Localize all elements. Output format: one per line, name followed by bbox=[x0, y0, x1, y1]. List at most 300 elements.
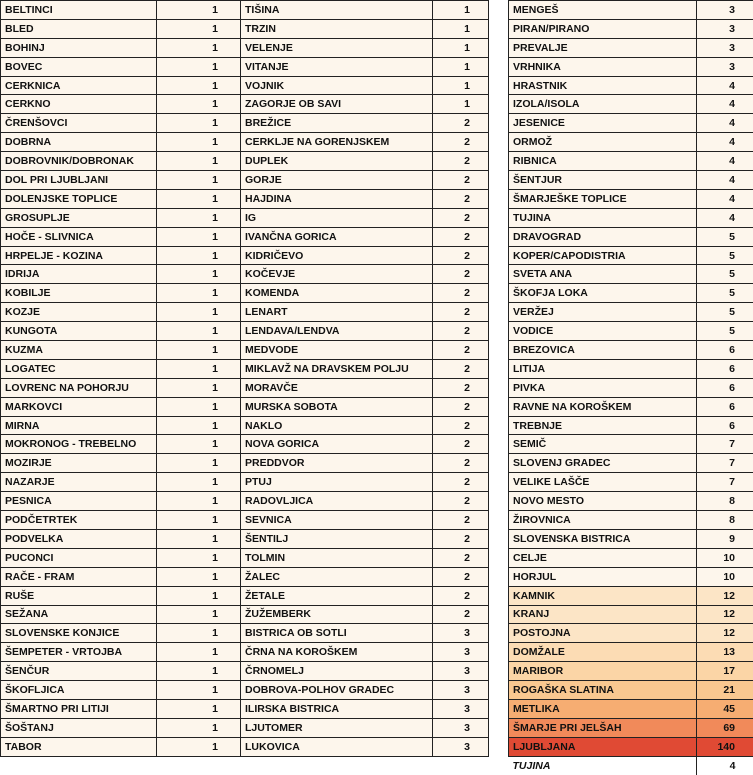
municipality-name: JESENICE bbox=[509, 114, 697, 133]
case-count: 2 bbox=[433, 511, 489, 530]
municipality-name: ILIRSKA BISTRICA bbox=[241, 699, 433, 718]
case-count: 2 bbox=[433, 529, 489, 548]
municipality-name: IZOLA/ISOLA bbox=[509, 95, 697, 114]
municipality-name: MARIBOR bbox=[509, 662, 697, 681]
case-count: 7 bbox=[697, 435, 753, 454]
case-count: 2 bbox=[433, 341, 489, 360]
case-count: 2 bbox=[433, 435, 489, 454]
case-count: 5 bbox=[697, 227, 753, 246]
municipality-name: DRAVOGRAD bbox=[509, 227, 697, 246]
case-count: 1 bbox=[433, 95, 489, 114]
table-row bbox=[1, 473, 241, 492]
municipality-name: KUZMA bbox=[1, 341, 157, 360]
case-count: 1 bbox=[157, 548, 241, 567]
municipality-name: ŽALEC bbox=[241, 567, 433, 586]
municipality-name: HAJDINA bbox=[241, 189, 433, 208]
case-count: 2 bbox=[433, 284, 489, 303]
table-row bbox=[509, 699, 753, 718]
municipality-name: LOVRENC NA POHORJU bbox=[1, 378, 157, 397]
table-row bbox=[509, 95, 753, 114]
table-row bbox=[1, 492, 241, 511]
municipality-name: MENGEŠ bbox=[509, 1, 697, 20]
municipality-name: PODVELKA bbox=[1, 529, 157, 548]
municipality-name: METLIKA bbox=[509, 699, 697, 718]
case-count: 1 bbox=[157, 416, 241, 435]
municipality-name: BELTINCI bbox=[1, 1, 157, 20]
municipality-name: ŠMARTNO PRI LITIJI bbox=[1, 699, 157, 718]
municipality-table-column-2 bbox=[240, 0, 489, 757]
table-row bbox=[509, 284, 753, 303]
table-row bbox=[241, 38, 489, 57]
table-row bbox=[1, 341, 241, 360]
table-row bbox=[241, 435, 489, 454]
case-count: 17 bbox=[697, 662, 753, 681]
municipality-name: CERKNICA bbox=[1, 76, 157, 95]
case-count: 45 bbox=[697, 699, 753, 718]
table-row bbox=[1, 529, 241, 548]
table-row bbox=[241, 322, 489, 341]
case-count: 2 bbox=[433, 359, 489, 378]
table-row bbox=[1, 284, 241, 303]
table-row bbox=[509, 133, 753, 152]
municipality-name: DOL PRI LJUBLJANI bbox=[1, 171, 157, 190]
table-row bbox=[1, 737, 241, 756]
table-row bbox=[241, 133, 489, 152]
municipality-name: MIKLAVŽ NA DRAVSKEM POLJU bbox=[241, 359, 433, 378]
table-row bbox=[241, 416, 489, 435]
case-count: 1 bbox=[433, 76, 489, 95]
case-count: 1 bbox=[157, 359, 241, 378]
table-row bbox=[241, 341, 489, 360]
municipality-name: KOZJE bbox=[1, 303, 157, 322]
case-count: 3 bbox=[433, 624, 489, 643]
municipality-name: BLED bbox=[1, 19, 157, 38]
table-row bbox=[241, 152, 489, 171]
municipality-name: ČRNOMELJ bbox=[241, 662, 433, 681]
table-row bbox=[509, 303, 753, 322]
table-row bbox=[509, 114, 753, 133]
case-count: 1 bbox=[433, 1, 489, 20]
table-row bbox=[241, 265, 489, 284]
municipality-name: KAMNIK bbox=[509, 586, 697, 605]
municipality-name: DOLENJSKE TOPLICE bbox=[1, 189, 157, 208]
case-count: 5 bbox=[697, 265, 753, 284]
municipality-name: RIBNICA bbox=[509, 152, 697, 171]
case-count: 2 bbox=[433, 303, 489, 322]
table-row bbox=[241, 378, 489, 397]
case-count: 3 bbox=[697, 19, 753, 38]
table-row bbox=[241, 454, 489, 473]
table-row bbox=[509, 511, 753, 530]
table-row bbox=[1, 662, 241, 681]
municipality-name: TABOR bbox=[1, 737, 157, 756]
case-count: 140 bbox=[697, 737, 753, 756]
case-count: 6 bbox=[697, 359, 753, 378]
table-row bbox=[241, 567, 489, 586]
case-count: 4 bbox=[697, 208, 753, 227]
case-count: 1 bbox=[157, 57, 241, 76]
municipality-name: ŠENČUR bbox=[1, 662, 157, 681]
municipality-name: ŠKOFLJICA bbox=[1, 681, 157, 700]
case-count: 6 bbox=[697, 378, 753, 397]
table-row bbox=[1, 322, 241, 341]
municipality-name: VRHNIKA bbox=[509, 57, 697, 76]
table-row bbox=[241, 208, 489, 227]
municipality-name: ŽIROVNICA bbox=[509, 511, 697, 530]
table-row bbox=[1, 57, 241, 76]
table-row bbox=[241, 699, 489, 718]
municipality-name: PREDDVOR bbox=[241, 454, 433, 473]
table-row bbox=[1, 38, 241, 57]
municipality-name: MEDVODE bbox=[241, 341, 433, 360]
table-row bbox=[1, 624, 241, 643]
table-row bbox=[1, 76, 241, 95]
table-row bbox=[241, 1, 489, 20]
municipality-name: ČRENŠOVCI bbox=[1, 114, 157, 133]
municipality-name: PREVALJE bbox=[509, 38, 697, 57]
table-row bbox=[509, 435, 753, 454]
table-row bbox=[509, 605, 753, 624]
table-row bbox=[509, 473, 753, 492]
case-count: 3 bbox=[433, 662, 489, 681]
case-count: 6 bbox=[697, 397, 753, 416]
municipality-name: SEMIČ bbox=[509, 435, 697, 454]
municipality-name: ČRNA NA KOROŠKEM bbox=[241, 643, 433, 662]
footer-value: 4 bbox=[697, 756, 753, 774]
municipality-name: MOZIRJE bbox=[1, 454, 157, 473]
table-row bbox=[509, 152, 753, 171]
case-count: 4 bbox=[697, 76, 753, 95]
table-row bbox=[241, 171, 489, 190]
case-count: 4 bbox=[697, 152, 753, 171]
municipality-name: PTUJ bbox=[241, 473, 433, 492]
table-row bbox=[509, 208, 753, 227]
table-row bbox=[509, 265, 753, 284]
table-row bbox=[1, 416, 241, 435]
table-row bbox=[509, 57, 753, 76]
case-count: 1 bbox=[157, 208, 241, 227]
table-row bbox=[1, 1, 241, 20]
municipality-name: BISTRICA OB SOTLI bbox=[241, 624, 433, 643]
case-count: 1 bbox=[157, 662, 241, 681]
municipality-name: KOBILJE bbox=[1, 284, 157, 303]
case-count: 8 bbox=[697, 492, 753, 511]
case-count: 2 bbox=[433, 322, 489, 341]
case-count: 2 bbox=[433, 473, 489, 492]
case-count: 5 bbox=[697, 284, 753, 303]
municipality-name: KIDRIČEVO bbox=[241, 246, 433, 265]
table-row bbox=[1, 435, 241, 454]
municipality-name: MIRNA bbox=[1, 416, 157, 435]
table-row bbox=[509, 548, 753, 567]
table-row bbox=[509, 529, 753, 548]
case-count: 1 bbox=[157, 171, 241, 190]
table-row bbox=[509, 681, 753, 700]
municipality-name: IG bbox=[241, 208, 433, 227]
municipality-table-column-1 bbox=[0, 0, 241, 757]
table-row bbox=[509, 397, 753, 416]
case-count: 2 bbox=[433, 171, 489, 190]
table-row bbox=[509, 643, 753, 662]
municipality-name: SEVNICA bbox=[241, 511, 433, 530]
municipality-name: KOMENDA bbox=[241, 284, 433, 303]
case-count: 1 bbox=[157, 19, 241, 38]
municipality-name: ORMOŽ bbox=[509, 133, 697, 152]
table-row bbox=[241, 681, 489, 700]
case-count: 1 bbox=[157, 378, 241, 397]
case-count: 13 bbox=[697, 643, 753, 662]
municipality-name: LUKOVICA bbox=[241, 737, 433, 756]
municipality-name: GROSUPLJE bbox=[1, 208, 157, 227]
municipality-name: NAZARJE bbox=[1, 473, 157, 492]
municipality-name: IDRIJA bbox=[1, 265, 157, 284]
case-count: 8 bbox=[697, 511, 753, 530]
table-row bbox=[509, 1, 753, 20]
case-count: 4 bbox=[697, 133, 753, 152]
municipality-name: ŠMARJEŠKE TOPLICE bbox=[509, 189, 697, 208]
case-count: 7 bbox=[697, 454, 753, 473]
table-row bbox=[509, 19, 753, 38]
table-row bbox=[1, 454, 241, 473]
case-count: 1 bbox=[157, 76, 241, 95]
table-row bbox=[509, 246, 753, 265]
municipality-name: TIŠINA bbox=[241, 1, 433, 20]
case-count: 1 bbox=[433, 57, 489, 76]
table-row bbox=[241, 95, 489, 114]
municipality-name: MARKOVCI bbox=[1, 397, 157, 416]
municipality-name: RAVNE NA KOROŠKEM bbox=[509, 397, 697, 416]
case-count: 2 bbox=[433, 189, 489, 208]
municipality-name: DUPLEK bbox=[241, 152, 433, 171]
table-row bbox=[1, 397, 241, 416]
case-count: 1 bbox=[157, 189, 241, 208]
case-count: 1 bbox=[157, 492, 241, 511]
municipality-name: POSTOJNA bbox=[509, 624, 697, 643]
table-row bbox=[509, 737, 753, 756]
case-count: 3 bbox=[697, 57, 753, 76]
municipality-name: VOJNIK bbox=[241, 76, 433, 95]
municipality-name: TREBNJE bbox=[509, 416, 697, 435]
municipality-name: PIVKA bbox=[509, 378, 697, 397]
table-row bbox=[1, 699, 241, 718]
case-count: 1 bbox=[157, 95, 241, 114]
municipality-name: KOČEVJE bbox=[241, 265, 433, 284]
table-row bbox=[1, 171, 241, 190]
municipality-name: MURSKA SOBOTA bbox=[241, 397, 433, 416]
case-count: 2 bbox=[433, 265, 489, 284]
table-row bbox=[1, 133, 241, 152]
case-count: 21 bbox=[697, 681, 753, 700]
municipality-name: MORAVČE bbox=[241, 378, 433, 397]
case-count: 1 bbox=[157, 643, 241, 662]
table-row bbox=[509, 227, 753, 246]
table-row bbox=[241, 548, 489, 567]
municipality-name: LJUTOMER bbox=[241, 718, 433, 737]
municipality-name: BOHINJ bbox=[1, 38, 157, 57]
table-row bbox=[1, 548, 241, 567]
municipality-name: VELIKE LAŠČE bbox=[509, 473, 697, 492]
municipality-name: SLOVENSKA BISTRICA bbox=[509, 529, 697, 548]
table-row bbox=[1, 227, 241, 246]
case-count: 5 bbox=[697, 246, 753, 265]
case-count: 2 bbox=[433, 548, 489, 567]
municipality-name: IVANČNA GORICA bbox=[241, 227, 433, 246]
table-row bbox=[509, 416, 753, 435]
table-row bbox=[1, 208, 241, 227]
case-count: 3 bbox=[697, 1, 753, 20]
municipality-name: SLOVENSKE KONJICE bbox=[1, 624, 157, 643]
table-row bbox=[1, 19, 241, 38]
municipality-name: NAKLO bbox=[241, 416, 433, 435]
table-row bbox=[1, 378, 241, 397]
case-count: 1 bbox=[157, 681, 241, 700]
case-count: 1 bbox=[157, 473, 241, 492]
case-count: 3 bbox=[433, 699, 489, 718]
case-count: 2 bbox=[433, 454, 489, 473]
municipality-name: HRPELJE - KOZINA bbox=[1, 246, 157, 265]
case-count: 7 bbox=[697, 473, 753, 492]
case-count: 2 bbox=[433, 152, 489, 171]
case-count: 4 bbox=[697, 114, 753, 133]
case-count: 1 bbox=[157, 265, 241, 284]
case-count: 1 bbox=[433, 19, 489, 38]
table-row bbox=[241, 76, 489, 95]
table-row bbox=[509, 38, 753, 57]
table-row bbox=[241, 529, 489, 548]
table-row bbox=[1, 246, 241, 265]
table-row bbox=[509, 378, 753, 397]
case-count: 2 bbox=[433, 114, 489, 133]
table-row bbox=[241, 57, 489, 76]
case-count: 2 bbox=[433, 378, 489, 397]
table-row bbox=[241, 189, 489, 208]
municipality-name: KOPER/CAPODISTRIA bbox=[509, 246, 697, 265]
case-count: 1 bbox=[157, 605, 241, 624]
municipality-name: BREŽICE bbox=[241, 114, 433, 133]
table-row bbox=[241, 511, 489, 530]
case-count: 1 bbox=[157, 246, 241, 265]
case-count: 2 bbox=[433, 567, 489, 586]
table-row bbox=[241, 359, 489, 378]
table-row bbox=[509, 624, 753, 643]
table-row bbox=[1, 189, 241, 208]
table-row bbox=[241, 492, 489, 511]
municipality-name: TUJINA bbox=[509, 208, 697, 227]
case-count: 69 bbox=[697, 718, 753, 737]
table-row bbox=[509, 586, 753, 605]
municipality-name: DOBROVA-POLHOV GRADEC bbox=[241, 681, 433, 700]
case-count: 1 bbox=[157, 397, 241, 416]
municipality-name: KUNGOTA bbox=[1, 322, 157, 341]
municipality-name: SEŽANA bbox=[1, 605, 157, 624]
municipality-name: PESNICA bbox=[1, 492, 157, 511]
municipality-name: SLOVENJ GRADEC bbox=[509, 454, 697, 473]
table-row bbox=[509, 662, 753, 681]
municipality-name: TOLMIN bbox=[241, 548, 433, 567]
table-row bbox=[509, 492, 753, 511]
table-row bbox=[241, 19, 489, 38]
case-count: 4 bbox=[697, 189, 753, 208]
case-count: 2 bbox=[433, 586, 489, 605]
table-row bbox=[241, 227, 489, 246]
municipality-name: CERKLJE NA GORENJSKEM bbox=[241, 133, 433, 152]
case-count: 2 bbox=[433, 246, 489, 265]
municipality-name: RADOVLJICA bbox=[241, 492, 433, 511]
municipality-name: BOVEC bbox=[1, 57, 157, 76]
table-row bbox=[241, 662, 489, 681]
municipality-name: SVETA ANA bbox=[509, 265, 697, 284]
case-count: 1 bbox=[157, 567, 241, 586]
case-count: 1 bbox=[157, 718, 241, 737]
case-count: 4 bbox=[697, 95, 753, 114]
table-row bbox=[509, 171, 753, 190]
municipality-name: DOMŽALE bbox=[509, 643, 697, 662]
table-row bbox=[1, 643, 241, 662]
case-count: 12 bbox=[697, 586, 753, 605]
table-row bbox=[509, 454, 753, 473]
case-count: 2 bbox=[433, 208, 489, 227]
case-count: 2 bbox=[433, 133, 489, 152]
table-row bbox=[1, 95, 241, 114]
case-count: 1 bbox=[157, 435, 241, 454]
case-count: 2 bbox=[433, 492, 489, 511]
municipality-name: ŠENTILJ bbox=[241, 529, 433, 548]
municipality-name: RUŠE bbox=[1, 586, 157, 605]
table-row bbox=[1, 511, 241, 530]
municipality-name: LOGATEC bbox=[1, 359, 157, 378]
municipality-name: ŠMARJE PRI JELŠAH bbox=[509, 718, 697, 737]
case-count: 1 bbox=[157, 699, 241, 718]
table-row bbox=[1, 114, 241, 133]
case-count: 6 bbox=[697, 416, 753, 435]
table-row bbox=[509, 341, 753, 360]
case-count: 2 bbox=[433, 397, 489, 416]
case-count: 1 bbox=[157, 284, 241, 303]
table-row bbox=[1, 681, 241, 700]
table-row bbox=[1, 152, 241, 171]
case-count: 1 bbox=[157, 624, 241, 643]
case-count: 2 bbox=[433, 227, 489, 246]
municipality-name: LENDAVA/LENDVA bbox=[241, 322, 433, 341]
municipality-name: ŽUŽEMBERK bbox=[241, 605, 433, 624]
case-count: 10 bbox=[697, 548, 753, 567]
municipality-name: RAČE - FRAM bbox=[1, 567, 157, 586]
case-count: 3 bbox=[433, 643, 489, 662]
case-count: 1 bbox=[157, 114, 241, 133]
municipality-name: ŽETALE bbox=[241, 586, 433, 605]
case-count: 5 bbox=[697, 322, 753, 341]
table-row bbox=[241, 284, 489, 303]
municipality-name: CELJE bbox=[509, 548, 697, 567]
case-count: 2 bbox=[433, 416, 489, 435]
municipality-name: VITANJE bbox=[241, 57, 433, 76]
case-count: 1 bbox=[157, 737, 241, 756]
municipality-name: CERKNO bbox=[1, 95, 157, 114]
municipality-name: VERŽEJ bbox=[509, 303, 697, 322]
case-count: 5 bbox=[697, 303, 753, 322]
case-count: 1 bbox=[157, 133, 241, 152]
municipality-name: PODČETRTEK bbox=[1, 511, 157, 530]
case-count: 4 bbox=[697, 171, 753, 190]
municipality-name: LENART bbox=[241, 303, 433, 322]
table-row bbox=[241, 397, 489, 416]
table-row bbox=[241, 114, 489, 133]
municipality-name: BREZOVICA bbox=[509, 341, 697, 360]
table-row bbox=[1, 265, 241, 284]
table-row bbox=[1, 303, 241, 322]
table-row bbox=[241, 737, 489, 756]
table-row bbox=[241, 605, 489, 624]
